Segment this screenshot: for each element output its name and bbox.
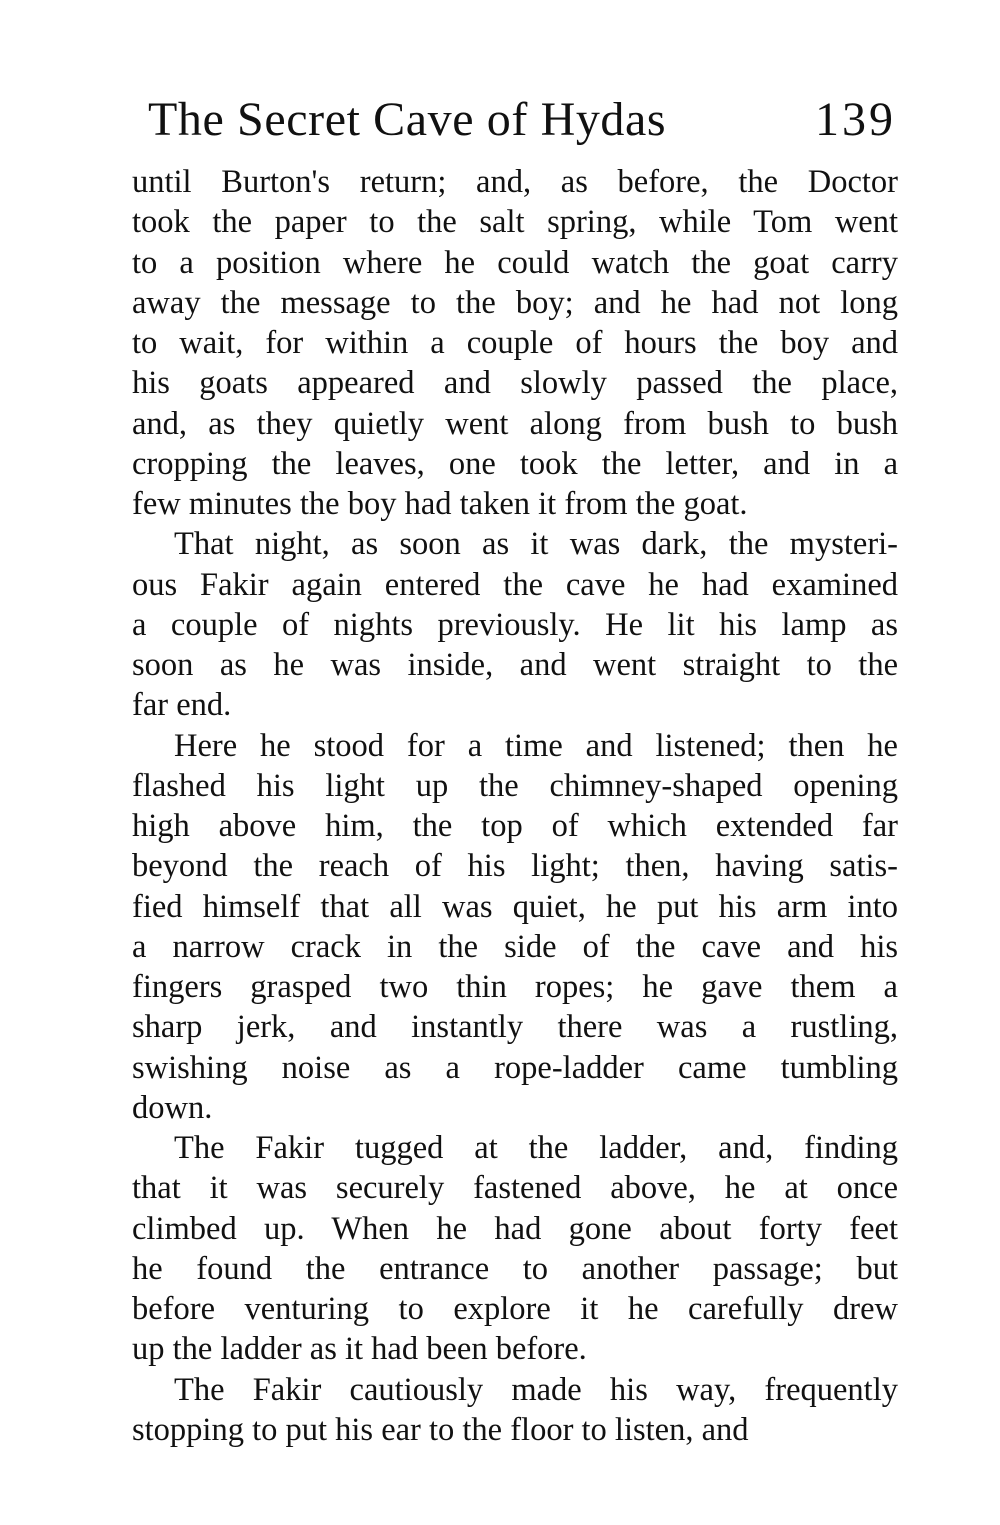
text-line: cropping the leaves, one took the letter, and in a [132, 445, 898, 482]
text-line: few minutes the boy had taken it from the goat. [132, 486, 748, 522]
text-line: soon as he was inside, and went straight to the [132, 647, 898, 683]
text-line: The Fakir cautiously made his way, frequently [174, 1371, 898, 1408]
text-line: flashed his light up the chimney-shaped opening [132, 767, 898, 804]
text-line: a couple of nights previously. He lit his lamp as [132, 606, 898, 643]
text-line: swishing noise as a rope-ladder came tumbling [132, 1049, 898, 1086]
text-line: until Burton's return; and, as before, the Doctor [132, 164, 898, 200]
text-line: Here he stood for a time and listened; then he [174, 727, 898, 764]
running-head [148, 92, 896, 152]
running-head-title: The Secret Cave of Hydas [148, 93, 667, 146]
text-line: down. [132, 1089, 213, 1126]
text-line: sharp jerk, and instantly there was a rustling, [132, 1009, 898, 1046]
page-number: 139 [815, 93, 896, 146]
text-line: climbed up. When he had gone about forty feet [132, 1210, 898, 1247]
text-line: fingers grasped two thin ropes; he gave them a [132, 969, 898, 1005]
paragraph [132, 726, 898, 1129]
text-line: a narrow crack in the side of the cave and his [132, 928, 898, 965]
text-line: The Fakir tugged at the ladder, and, finding [174, 1130, 898, 1166]
text-line: that it was securely fastened above, he at once [132, 1170, 898, 1207]
paragraph [132, 1370, 898, 1451]
text-line: his goats appeared and slowly passed the place, [132, 365, 898, 402]
paragraph [132, 1128, 898, 1370]
paragraph [132, 524, 898, 725]
text-line: high above him, the top of which extended far [132, 808, 898, 844]
text-line: before venturing to explore it he carefully drew [132, 1291, 898, 1327]
text-line: up the ladder as it had been before. [132, 1331, 587, 1368]
text-line: he found the entrance to another passage; but [132, 1250, 898, 1287]
text-line: ous Fakir again entered the cave he had examined [132, 566, 898, 603]
text-line: fied himself that all was quiet, he put his arm into [132, 888, 898, 925]
paragraph [132, 162, 898, 524]
text-line: beyond the reach of his light; then, having satis- [132, 848, 898, 885]
text-line: took the paper to the salt spring, while Tom went [132, 204, 898, 241]
text-line: away the message to the boy; and he had not long [132, 284, 898, 321]
text-line: to wait, for within a couple of hours the boy and [132, 325, 898, 361]
text-line: That night, as soon as it was dark, the mysteri- [174, 526, 898, 563]
body-text [132, 162, 898, 1450]
text-line: to a position where he could watch the goat carry [132, 244, 898, 281]
text-line: and, as they quietly went along from bush to bush [132, 405, 898, 442]
text-line: stopping to put his ear to the floor to listen, and [132, 1411, 749, 1448]
text-line: far end. [132, 687, 232, 724]
